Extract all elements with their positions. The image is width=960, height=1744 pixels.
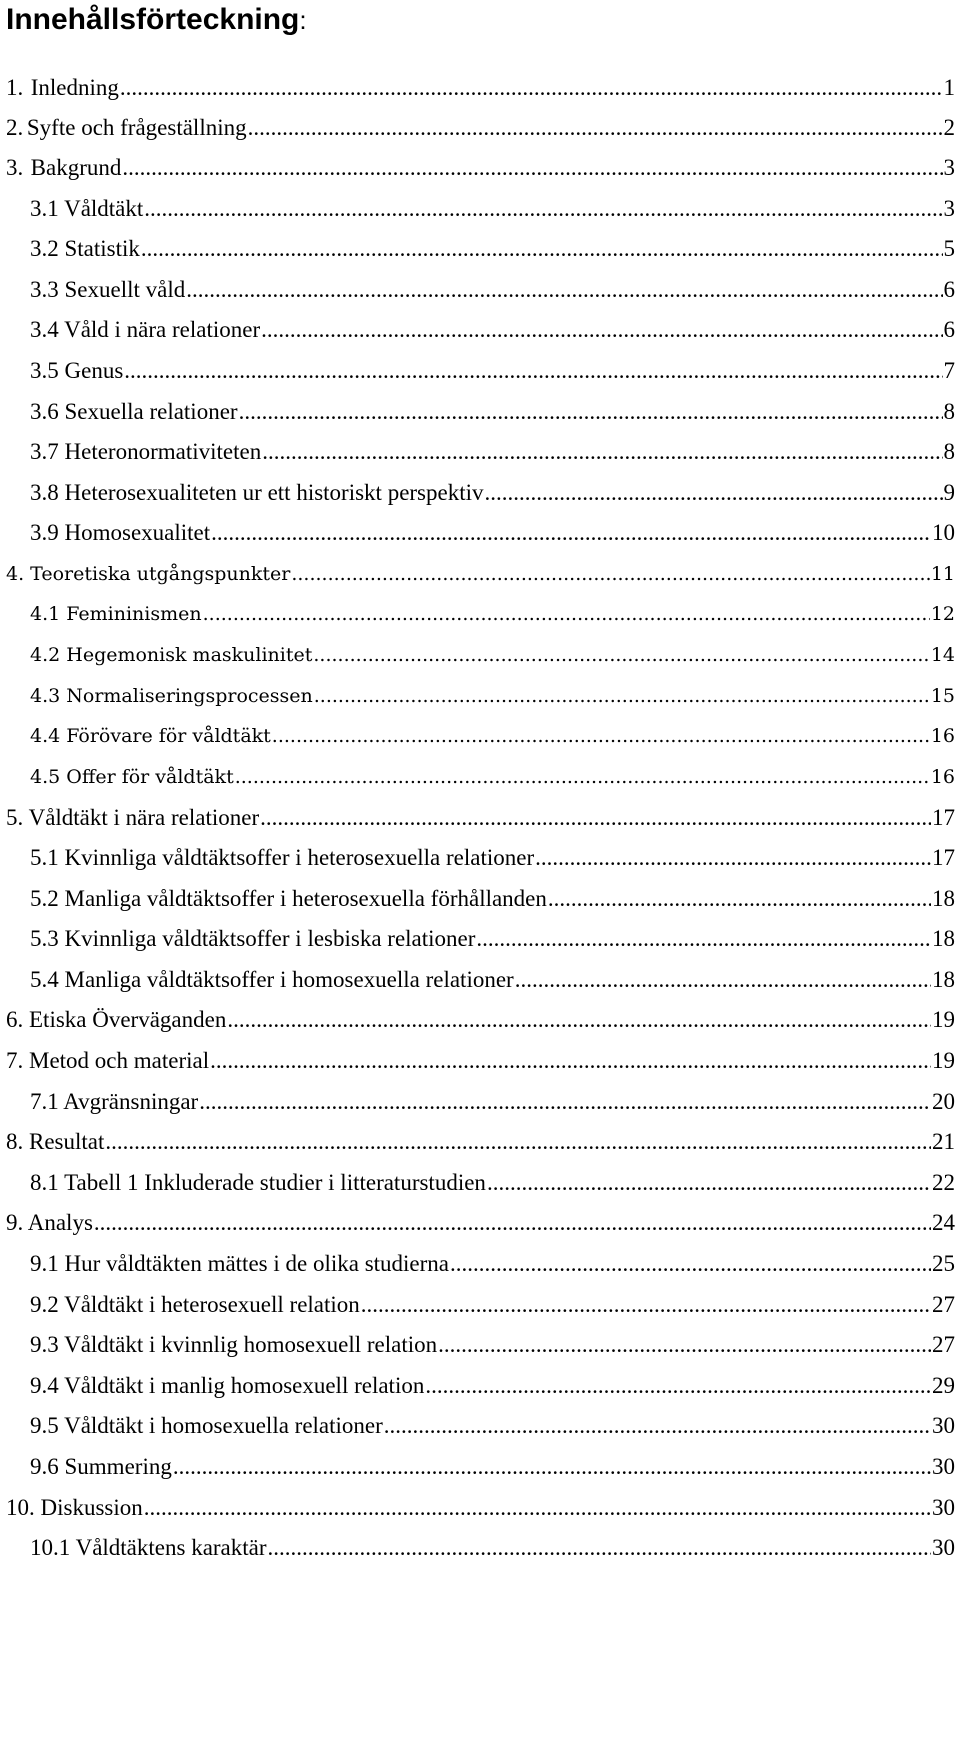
toc-entry-number: 1. [6, 75, 24, 100]
dot-leader [122, 150, 942, 186]
toc-entry-label: 9.5 Våldtäkt i homosexuella relationer [30, 1413, 383, 1438]
toc-entry-page-number: 7 [943, 358, 955, 383]
dot-leader [291, 556, 929, 592]
toc-entry[interactable] [30, 1449, 955, 1485]
page-title [6, 2, 307, 38]
toc-entry[interactable] [30, 231, 955, 267]
toc-entry-label: 7. Metod och material [6, 1048, 210, 1073]
dot-leader [94, 1205, 931, 1241]
toc-entry-number: 3. [6, 155, 24, 180]
toc-entry[interactable] [30, 434, 955, 470]
toc-entry-page-number: 5 [943, 236, 955, 261]
toc-entry-label: 3.3 Sexuellt våld [30, 277, 186, 302]
toc-entry[interactable] [30, 312, 955, 348]
toc-entry-page-number: 27 [932, 1332, 955, 1357]
toc-entry[interactable] [30, 1368, 955, 1404]
toc-entry-label: 3.9 Homosexualitet [30, 520, 211, 545]
toc-entry-page-number: 10 [932, 520, 955, 545]
toc-entry-page-number: 17 [932, 805, 955, 830]
toc-entry-label: 3.5 Genus [30, 358, 124, 383]
title-colon: : [299, 5, 307, 35]
dot-leader [313, 637, 929, 673]
toc-entry-label: 5.3 Kvinnliga våldtäktsoffer i lesbiska relationer [30, 926, 476, 951]
toc-entry-page-number: 6 [943, 277, 955, 302]
toc-entry[interactable] [30, 1287, 955, 1323]
toc-entry-number: 2. [6, 115, 24, 140]
toc-entry-label: 4.4 Förövare för våldtäkt [30, 725, 271, 747]
toc-entry-label: 4.2 Hegemonisk maskulinitet [30, 644, 313, 666]
toc-entry[interactable] [30, 596, 955, 632]
toc-entry-label: 9. Analys [6, 1210, 93, 1235]
toc-entry-page-number: 30 [932, 1495, 955, 1520]
dot-leader [485, 475, 943, 511]
toc-entry-page-number: 6 [943, 317, 955, 342]
dot-leader [144, 191, 942, 227]
toc-entry[interactable] [6, 556, 955, 592]
toc-entry-label: 3.4 Våld i nära relationer [30, 317, 261, 342]
toc-entry-page-number: 12 [930, 603, 955, 625]
toc-entry[interactable] [30, 962, 955, 998]
dot-leader [425, 1368, 931, 1404]
toc-entry-page-number: 30 [932, 1535, 955, 1560]
dot-leader [124, 353, 942, 389]
toc-entry[interactable] [6, 70, 955, 106]
toc-entry[interactable] [6, 1490, 955, 1526]
toc-entry-label: 4.5 Offer för våldtäkt [30, 766, 234, 788]
dot-leader [268, 1530, 931, 1566]
dot-leader [260, 800, 931, 836]
toc-entry[interactable] [30, 637, 955, 673]
dot-leader [248, 110, 943, 146]
toc-entry-page-number: 22 [932, 1170, 955, 1195]
dot-leader [384, 1408, 931, 1444]
dot-leader [535, 840, 931, 876]
toc-entry[interactable] [30, 678, 955, 714]
toc-entry-label: 9.1 Hur våldtäkten mättes i de olika studierna [30, 1251, 449, 1276]
toc-entry-page-number: 15 [930, 685, 955, 707]
dot-leader [120, 70, 943, 106]
toc-entry[interactable] [30, 272, 955, 308]
toc-entry[interactable] [6, 150, 955, 186]
toc-entry[interactable] [30, 475, 955, 511]
toc-entry-label: 5.4 Manliga våldtäktsoffer i homosexuella relationer [30, 967, 514, 992]
toc-entry-page-number: 9 [943, 480, 955, 505]
dot-leader [450, 1246, 931, 1282]
toc-entry-page-number: 2 [943, 115, 955, 140]
toc-entry[interactable] [30, 515, 955, 551]
toc-entry-page-number: 14 [930, 644, 955, 666]
toc-entry-page-number: 25 [932, 1251, 955, 1276]
toc-entry-page-number: 17 [932, 845, 955, 870]
toc-entry-label: 3.7 Heteronormativiteten [30, 439, 262, 464]
toc-entry-page-number: 19 [932, 1007, 955, 1032]
toc-entry-label: 10.1 Våldtäktens karaktär [30, 1535, 267, 1560]
toc-entry-page-number: 30 [932, 1454, 955, 1479]
toc-entry-page-number: 24 [932, 1210, 955, 1235]
dot-leader [314, 678, 930, 714]
toc-entry[interactable] [6, 1043, 955, 1079]
dot-leader [105, 1124, 931, 1160]
dot-leader [438, 1327, 931, 1363]
dot-leader [272, 718, 930, 754]
dot-leader [262, 434, 942, 470]
toc-entry-label: 5.2 Manliga våldtäktsoffer i heterosexuella förhållanden [30, 886, 547, 911]
toc-entry[interactable] [30, 394, 955, 430]
toc-entry-label: 10. Diskussion [6, 1495, 143, 1520]
toc-entry[interactable] [6, 1002, 955, 1038]
toc-entry[interactable] [30, 191, 955, 227]
toc-entry-page-number: 27 [932, 1292, 955, 1317]
toc-entry-label: 4.3 Normaliseringsprocessen [30, 685, 313, 707]
dot-leader [210, 1043, 931, 1079]
dot-leader [211, 515, 931, 551]
toc-entry-label: 9.4 Våldtäkt i manlig homosexuell relation [30, 1373, 425, 1398]
toc-entry-label: 7.1 Avgränsningar [30, 1089, 199, 1114]
dot-leader [476, 921, 931, 957]
toc-entry-label: 9.2 Våldtäkt i heterosexuell relation [30, 1292, 360, 1317]
toc-entry-label: Inledning [30, 75, 119, 100]
toc-entry-page-number: 8 [943, 399, 955, 424]
toc-entry-label: 3.6 Sexuella relationer [30, 399, 238, 424]
toc-entry-label: 8. Resultat [6, 1129, 105, 1154]
dot-leader [361, 1287, 931, 1323]
toc-entry-page-number: 11 [930, 563, 955, 585]
toc-entry[interactable] [30, 1084, 955, 1120]
toc-entry-label: 9.3 Våldtäkt i kvinnlig homosexuell relation [30, 1332, 438, 1357]
dot-leader [173, 1449, 931, 1485]
toc-entry-label: 9.6 Summering [30, 1454, 172, 1479]
toc-entry[interactable] [30, 759, 955, 795]
toc-entry[interactable] [6, 110, 955, 146]
toc-entry-page-number: 29 [932, 1373, 955, 1398]
toc-entry-page-number: 21 [932, 1129, 955, 1154]
toc-entry[interactable] [6, 1205, 955, 1241]
dot-leader [227, 1002, 931, 1038]
dot-leader [235, 759, 930, 795]
toc-entry-label: 5.1 Kvinnliga våldtäktsoffer i heterosexuella relationer [30, 845, 535, 870]
dot-leader [141, 231, 943, 267]
dot-leader [239, 394, 943, 430]
dot-leader [144, 1490, 931, 1526]
toc-entry-label: 6. Etiska Överväganden [6, 1007, 227, 1032]
dot-leader [261, 312, 942, 348]
toc-entry[interactable] [6, 1124, 955, 1160]
dot-leader [487, 1165, 931, 1201]
toc-entry[interactable] [30, 1408, 955, 1444]
dot-leader [515, 962, 931, 998]
toc-entry-page-number: 16 [930, 725, 955, 747]
toc-entry-page-number: 20 [932, 1089, 955, 1114]
toc-entry-label: 3.8 Heterosexualiteten ur ett historiskt perspektiv [30, 480, 484, 505]
toc-entry-page-number: 3 [943, 196, 955, 221]
toc-entry-page-number: 18 [932, 967, 955, 992]
toc-entry-page-number: 1 [943, 75, 955, 100]
toc-entry-label: Bakgrund [30, 155, 122, 180]
toc-entry-label: 4.1 Femininismen [30, 603, 202, 625]
toc-entry[interactable] [30, 718, 955, 754]
toc-entry-label: 8.1 Tabell 1 Inkluderade studier i litteraturstudien [30, 1170, 486, 1195]
toc-entry-page-number: 3 [943, 155, 955, 180]
toc-entry-page-number: 8 [943, 439, 955, 464]
toc-entry[interactable] [30, 353, 955, 389]
toc-entry-label: 5. Våldtäkt i nära relationer [6, 805, 260, 830]
toc-entry-page-number: 18 [932, 926, 955, 951]
dot-leader [199, 1084, 931, 1120]
toc-entry-page-number: 16 [930, 766, 955, 788]
toc-entry-label: 3.1 Våldtäkt [30, 196, 144, 221]
toc-entry-page-number: 30 [932, 1413, 955, 1438]
toc-entry[interactable] [30, 881, 955, 917]
toc-entry[interactable] [30, 840, 955, 876]
toc-entry[interactable] [30, 1246, 955, 1282]
toc-entry[interactable] [30, 1530, 955, 1566]
dot-leader [203, 596, 930, 632]
dot-leader [548, 881, 931, 917]
toc-entry[interactable] [30, 921, 955, 957]
toc-entry-label: Syfte och frågeställning [26, 115, 247, 140]
toc-entry-page-number: 18 [932, 886, 955, 911]
toc-entry-label: 3.2 Statistik [30, 236, 140, 261]
toc-entry[interactable] [30, 1327, 955, 1363]
title-text: Innehållsförteckning [6, 3, 300, 36]
dot-leader [186, 272, 942, 308]
toc-entry[interactable] [6, 800, 955, 836]
toc-entry-label: 4. Teoretiska utgångspunkter [6, 563, 291, 585]
toc-entry[interactable] [30, 1165, 955, 1201]
toc-entry-page-number: 19 [932, 1048, 955, 1073]
